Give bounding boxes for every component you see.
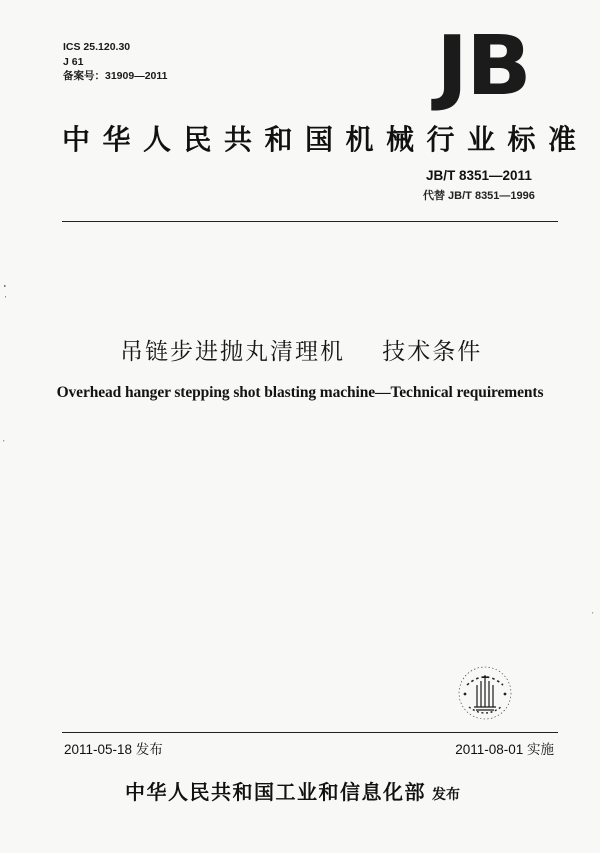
publisher-name: 中华人民共和国工业和信息化部: [125, 780, 426, 804]
publish-label: 发布: [432, 787, 460, 803]
ministry-seal-icon: [455, 663, 515, 723]
top-divider: [62, 221, 558, 222]
implementation-date: 2011-08-01 实施: [455, 742, 554, 757]
record-number: 备案号：31909—2011: [63, 70, 168, 82]
classification-block: [63, 40, 167, 84]
document-title-en: Overhead hanger stepping shot blasting machine—Technical requirements: [56, 384, 544, 401]
replaces-standard: 代替 JB/T 8351—1996: [423, 190, 535, 202]
issue-date: 2011-05-18 发布: [64, 742, 163, 757]
standard-code: JB/T 8351—2011: [426, 168, 532, 183]
ccs-code: J 61: [63, 55, 84, 68]
page-title: 中华人民共和国机械行业标准: [62, 123, 589, 156]
document-title-cn: 吊链步进抛丸清理机 技术条件: [120, 339, 483, 365]
ics-code: ICS 25.120.30: [63, 41, 131, 53]
jb-logo: JB: [436, 19, 530, 114]
publisher: [125, 776, 460, 805]
bottom-divider: [62, 732, 558, 733]
